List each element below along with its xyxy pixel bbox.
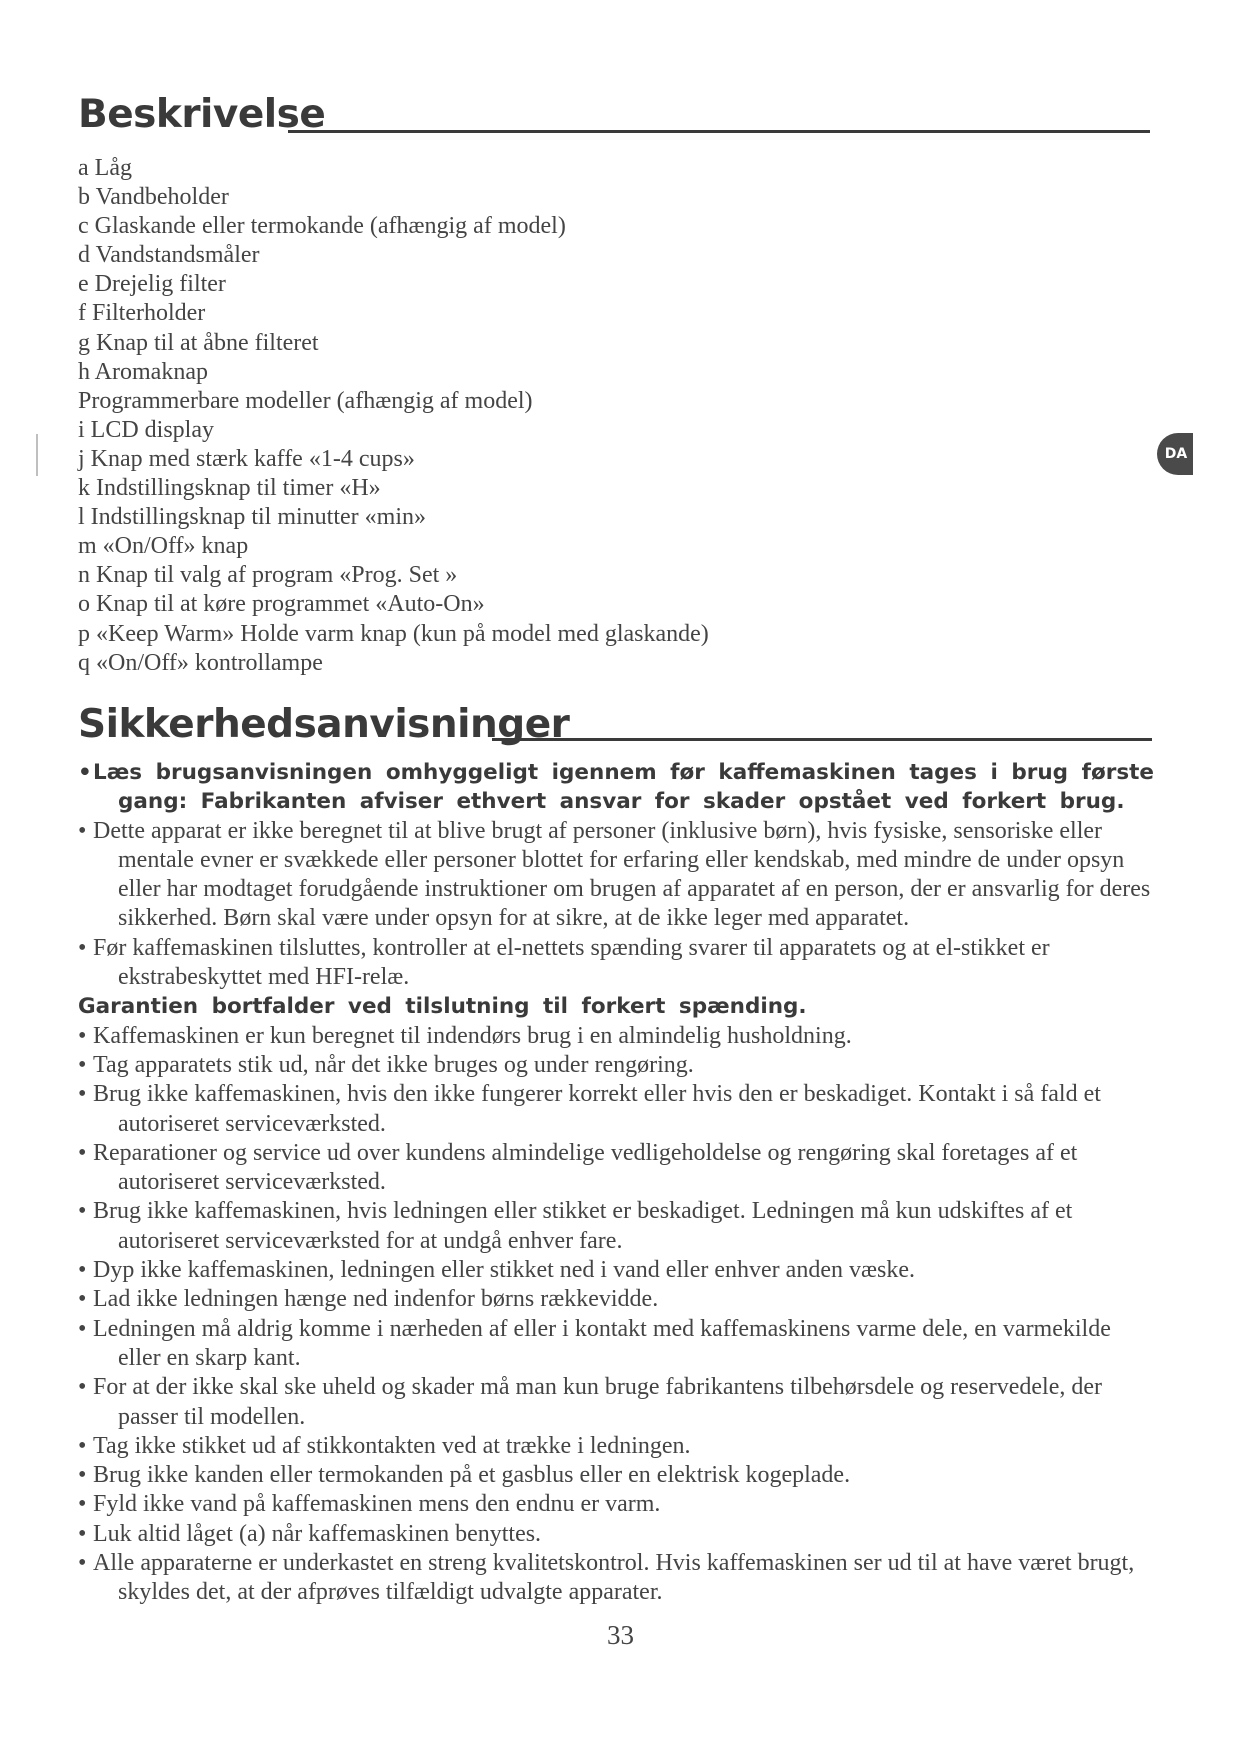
description-item: b Vandbeholder <box>78 184 229 211</box>
bullet-dot: • <box>78 1198 87 1225</box>
bullet-dot: • <box>78 1315 87 1342</box>
safety-item-text: Brug ikke kaffemaskinen, hvis den ikke fungerer korrekt eller hvis den er beskadiget. Kontakt i så fald et autoriseret serviceværksted. <box>93 1081 1101 1137</box>
safety-item-text: Før kaffemaskinen tilsluttes, kontroller at el-nettets spænding svarer til apparatets og at el-stikket er ekstrabeskyttet med HFI-relæ. <box>93 934 1050 991</box>
bullet-dot: • <box>78 1257 87 1284</box>
description-item: h Aromaknap <box>78 358 208 385</box>
safety-heading-rule <box>492 738 1152 741</box>
bullet-dot: • <box>78 1432 87 1459</box>
safety-item <box>78 1373 1154 1432</box>
safety-item <box>78 1461 1154 1490</box>
safety-item <box>78 817 1154 934</box>
description-item: q «On/Off» kontrollampe <box>78 649 323 676</box>
description-item: f Filterholder <box>78 300 206 327</box>
safety-item-text: Brug ikke kaffemaskinen, hvis ledningen eller stikket er beskadiget. Ledningen må kun udskiftes af et autoriseret serviceværksted for at undgå enhver fare. <box>93 1198 1073 1254</box>
description-item: g Knap til at åbne filteret <box>78 329 319 356</box>
bullet-dot: • <box>78 1374 87 1401</box>
description-heading-text: Beskrivelse <box>78 92 326 137</box>
safety-item-text: Ledningen må aldrig komme i nærheden af eller i kontakt med kaffemaskinens varme dele, en varmekilde eller en skarp kant. <box>93 1315 1111 1371</box>
safety-item <box>78 1256 1154 1285</box>
safety-item-text: Kaffemaskinen er kun beregnet til indendørs brug i en almindelig husholdning. <box>93 1022 852 1049</box>
safety-item-bold <box>78 758 1154 817</box>
language-tab: DA <box>1157 433 1193 475</box>
safety-item-text: For at der ikke skal ske uheld og skader må man kun bruge fabrikantens tilbehørsdele og reservedele, der passer til modellen. <box>93 1374 1102 1430</box>
bullet-dot: • <box>78 1286 87 1313</box>
description-item: i LCD display <box>78 416 214 443</box>
safety-item-text: Tag apparatets stik ud, når det ikke bruges og under rengøring. <box>93 1051 694 1078</box>
safety-warranty-note: Garantien bortfalder ved tilslutning til forkert spænding. <box>78 994 807 1020</box>
safety-item-text: Fyld ikke vand på kaffemaskinen mens den endnu er varm. <box>93 1491 661 1518</box>
safety-item <box>78 934 1154 993</box>
description-item: o Knap til at køre programmet «Auto-On» <box>78 591 485 618</box>
safety-item-text: Dette apparat er ikke beregnet til at blive brugt af personer (inklusive børn), hvis fysiske, sensoriske eller mentale evner er svækkede eller personer blottet for erfaring eller kendskab, med mindre de under opsyn eller har modtaget forudgående instruktioner om brugen af apparatet af en person, der er ansvarlig for deres sikkerhed. Børn skal være under opsyn for at sikre, at de ikke leger med apparatet. <box>93 817 1151 932</box>
page-number: 33 <box>607 1620 634 1650</box>
bullet-dot: • <box>78 1491 87 1518</box>
description-list <box>78 154 709 678</box>
safety-item-text: Luk altid låget (a) når kaffemaskinen benyttes. <box>93 1520 542 1547</box>
safety-item-text: Reparationer og service ud over kundens almindelige vedligeholdelse og rengøring skal foretages af et autoriseret serviceværksted. <box>93 1139 1078 1196</box>
safety-item-text: Brug ikke kanden eller termokanden på et gasblus eller en elektrisk kogeplade. <box>93 1462 851 1489</box>
description-heading-rule <box>288 130 1150 133</box>
description-item: Programmerbare modeller (afhængig af model) <box>78 387 533 414</box>
bullet-dot: • <box>78 1139 87 1166</box>
description-item: m «On/Off» knap <box>78 533 249 560</box>
bullet-dot: • <box>78 817 87 844</box>
description-item: n Knap til valg af program «Prog. Set » <box>78 562 458 589</box>
safety-item <box>78 1490 1154 1519</box>
bullet-dot: • <box>78 1081 87 1108</box>
bullet-dot: • <box>78 1051 87 1078</box>
description-item: l Indstillingsknap til minutter «min» <box>78 504 426 531</box>
safety-item-text: Lad ikke ledningen hænge ned indenfor børns rækkevidde. <box>93 1286 659 1313</box>
description-item: a Låg <box>78 155 132 181</box>
safety-item <box>78 1139 1154 1198</box>
description-item: c Glaskande eller termokande (afhængig af model) <box>78 213 566 240</box>
safety-item <box>78 1549 1154 1608</box>
safety-item <box>78 1022 1154 1051</box>
description-item: k Indstillingsknap til timer «H» <box>78 475 381 502</box>
safety-item <box>78 1285 1154 1314</box>
safety-item <box>78 1051 1154 1080</box>
safety-item-text: Alle apparaterne er underkastet en streng kvalitetskontrol. Hvis kaffemaskinen ser ud til at have været brugt, skyldes det, at der afprøves tilfældigt udvalgte apparater. <box>93 1550 1135 1606</box>
description-item: e Drejelig filter <box>78 271 226 298</box>
safety-item <box>78 1197 1154 1256</box>
bullet-dot: • <box>78 760 92 785</box>
description-item: d Vandstandsmåler <box>78 242 260 269</box>
bullet-dot: • <box>78 1550 87 1577</box>
bullet-dot: • <box>78 1462 87 1489</box>
margin-mark <box>36 434 38 476</box>
bullet-dot: • <box>78 1520 87 1547</box>
safety-item <box>78 1080 1154 1139</box>
safety-item <box>78 1315 1154 1374</box>
safety-item-text: Tag ikke stikket ud af stikkontakten ved at trække i ledningen. <box>93 1432 691 1459</box>
bullet-dot: • <box>78 1022 87 1049</box>
safety-item <box>78 1520 1154 1549</box>
safety-item <box>78 1432 1154 1461</box>
bullet-dot: • <box>78 934 87 961</box>
safety-item-text: Dyp ikke kaffemaskinen, ledningen eller stikket ned i vand eller enhver anden væske. <box>93 1257 915 1284</box>
safety-item-text: Læs brugsanvisningen omhyggeligt igennem før kaffemaskinen tages i brug første gang: Fabrikanten afviser ethvert ansvar for skader opstået ved forkert brug. <box>93 760 1154 815</box>
safety-list <box>78 758 1154 1608</box>
description-item: p «Keep Warm» Holde varm knap (kun på model med glaskande) <box>78 620 709 647</box>
description-item: j Knap med stærk kaffe «1-4 cups» <box>78 445 415 472</box>
safety-heading-text: Sikkerhedsanvisninger <box>78 702 570 747</box>
